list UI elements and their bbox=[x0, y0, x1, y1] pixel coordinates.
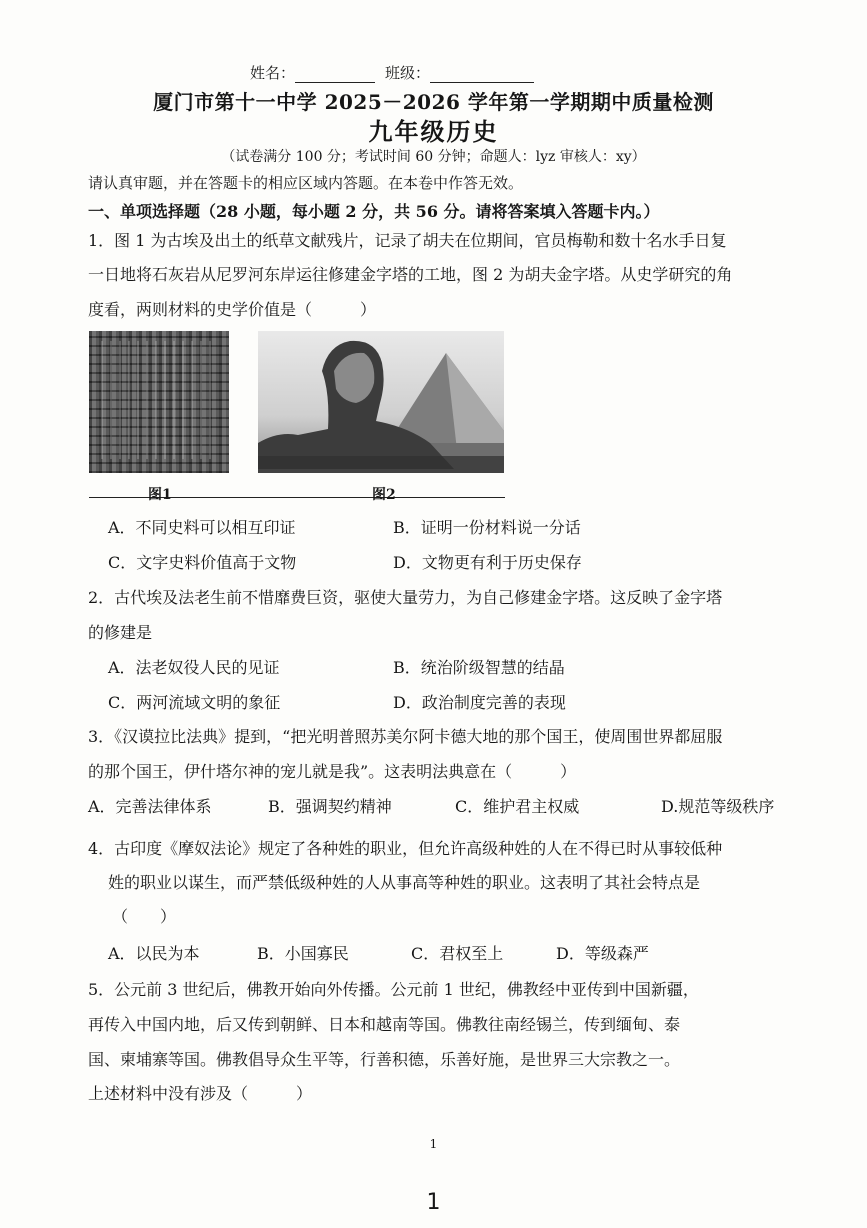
question-5-line-1: 5．公元前 3 世纪后，佛教开始向外传播。公元前 1 世纪，佛教经中亚传到中国新疆， bbox=[88, 980, 699, 999]
q2-option-a[interactable]: A．法老奴役人民的见证 bbox=[108, 658, 280, 677]
name-label: 姓名： bbox=[250, 64, 296, 82]
question-4-line-2: 姓的职业以谋生，而严禁低级种姓的人从事高等种姓的职业。这表明了其社会特点是 bbox=[108, 873, 701, 892]
exam-info: （试卷满分 100 分；考试时间 60 分钟；命题人：lyz 审核人：xy） bbox=[221, 149, 646, 165]
question-2-line-2: 的修建是 bbox=[88, 623, 153, 642]
sphinx-pyramid-image bbox=[258, 331, 504, 473]
q4-option-c[interactable]: C．君权至上 bbox=[411, 944, 504, 963]
q2-option-c[interactable]: C．两河流域文明的象征 bbox=[108, 693, 281, 712]
exam-notice: 请认真审题，并在答题卡的相应区域内答题。在本卷中作答无效。 bbox=[88, 174, 524, 192]
q2-option-b[interactable]: B．统治阶级智慧的结晶 bbox=[393, 658, 565, 677]
question-3-line-2: 的那个国王，伊什塔尔神的宠儿就是我”。这表明法典意在（ ） bbox=[88, 762, 577, 781]
name-class-line bbox=[250, 62, 534, 83]
q4-option-a[interactable]: A．以民为本 bbox=[108, 944, 200, 963]
question-1-line-1: 1．图 1 为古埃及出土的纸草文献残片，记录了胡夫在位期间，官员梅勒和数十名水手日复 bbox=[88, 231, 727, 250]
question-4-line-3: （ ） bbox=[112, 907, 177, 926]
q3-option-d[interactable]: D.规范等级秩序 bbox=[661, 797, 775, 816]
exam-title: 厦门市第十一中学 2025－2026 学年第一学期期中质量检测 bbox=[153, 90, 714, 114]
page-number: 1 bbox=[426, 1190, 441, 1215]
name-blank[interactable] bbox=[295, 67, 375, 83]
question-3-line-1: 3．《汉谟拉比法典》提到，“把光明普照苏美尔阿卡德大地的那个国王，使周围世界都屈服 bbox=[88, 727, 723, 746]
question-5-line-2: 再传入中国内地，后又传到朝鲜、日本和越南等国。佛教往南经锡兰，传到缅甸、泰 bbox=[88, 1015, 681, 1034]
question-2-line-1: 2．古代埃及法老生前不惜靡费巨资，驱使大量劳力，为自己修建金字塔。这反映了金字塔 bbox=[88, 588, 723, 607]
q3-option-b[interactable]: B．强调契约精神 bbox=[268, 797, 392, 816]
figure-2-caption: 图2 bbox=[372, 487, 396, 503]
q4-option-b[interactable]: B．小国寡民 bbox=[257, 944, 349, 963]
question-1-line-3: 度看，两则材料的史学价值是（ ） bbox=[88, 300, 377, 319]
figure-1-caption: 图1 bbox=[148, 487, 172, 503]
section-title: 一、单项选择题（28 小题，每小题 2 分，共 56 分。请将答案填入答题卡内。） bbox=[88, 202, 660, 221]
q4-option-d[interactable]: D．等级森严 bbox=[556, 944, 649, 963]
q1-option-d[interactable]: D．文物更有利于历史保存 bbox=[393, 553, 582, 572]
question-4-line-1: 4．古印度《摩奴法论》规定了各种姓的职业，但允许高级种姓的人在不得已时从事较低种 bbox=[88, 839, 723, 858]
q3-option-c[interactable]: C．维护君主权威 bbox=[455, 797, 580, 816]
page-number-small: 1 bbox=[429, 1137, 438, 1151]
subject-title: 九年级历史 bbox=[368, 117, 499, 146]
q1-option-b[interactable]: B．证明一份材料说一分话 bbox=[393, 518, 581, 537]
q3-option-a[interactable]: A．完善法律体系 bbox=[88, 797, 212, 816]
class-blank[interactable] bbox=[430, 67, 534, 83]
question-5-line-4: 上述材料中没有涉及（ ） bbox=[88, 1084, 313, 1103]
question-5-line-3: 国、柬埔寨等国。佛教倡导众生平等，行善积德，乐善好施，是世界三大宗教之一。 bbox=[88, 1050, 681, 1069]
q1-option-c[interactable]: C．文字史料价值高于文物 bbox=[108, 553, 297, 572]
q2-option-d[interactable]: D．政治制度完善的表现 bbox=[393, 693, 566, 712]
q1-option-a[interactable]: A．不同史料可以相互印证 bbox=[108, 518, 296, 537]
class-label: 班级： bbox=[385, 64, 431, 82]
question-1-line-2: 一日地将石灰岩从尼罗河东岸运往修建金字塔的工地，图 2 为胡夫金字塔。从史学研究的角 bbox=[88, 265, 733, 284]
papyrus-fragment-image bbox=[89, 331, 229, 473]
